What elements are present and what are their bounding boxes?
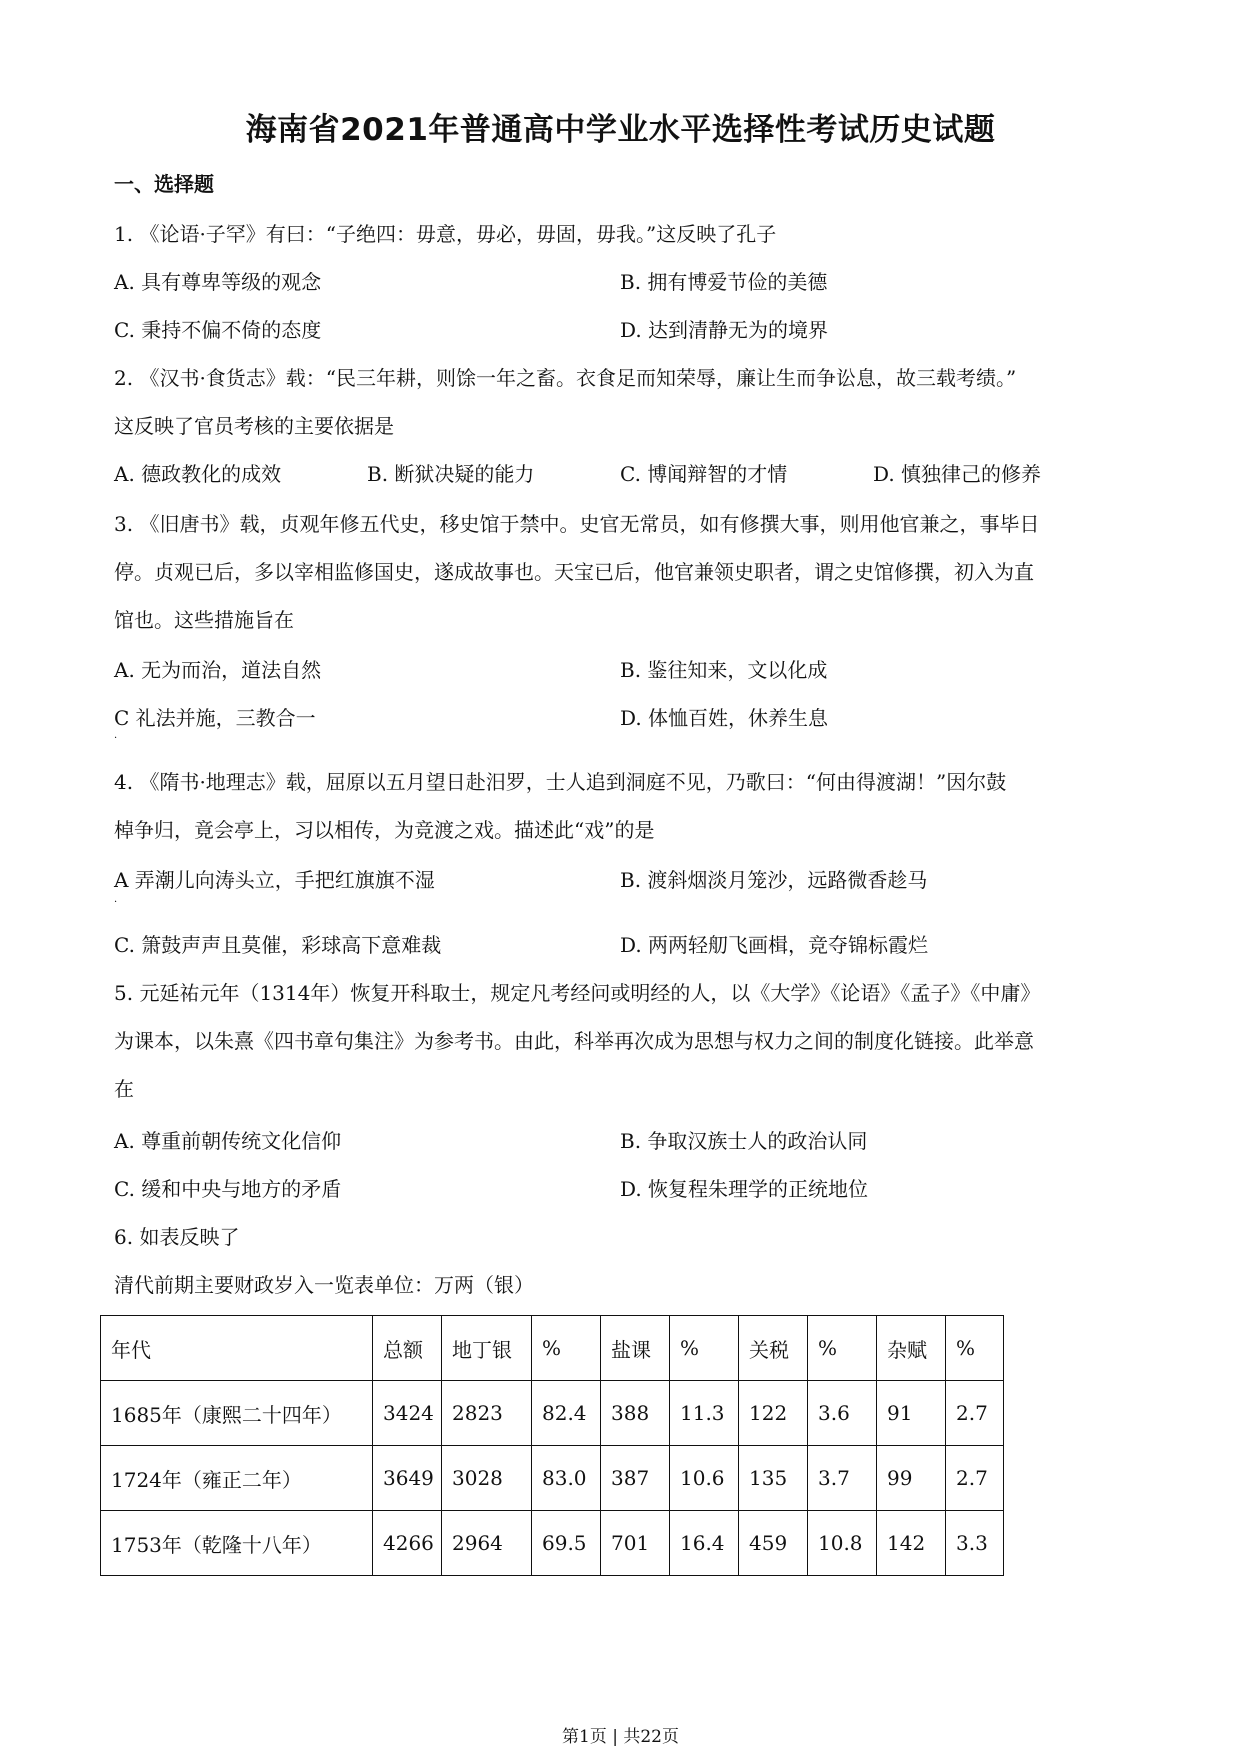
question-6-stem: 6. 如表反映了 [114, 1225, 240, 1249]
table-cell: 1753年（乾隆十八年） [101, 1511, 373, 1576]
table-cell: 387 [601, 1446, 670, 1511]
question-5-option-c: C. 缓和中央与地方的矛盾 [114, 1177, 342, 1201]
question-3-option-b: B. 鉴往知来，文以化成 [620, 658, 828, 682]
table-cell: 11.3 [670, 1381, 739, 1446]
table-cell: 99 [877, 1446, 946, 1511]
question-1-option-d: D. 达到清静无为的境界 [620, 318, 829, 342]
table-cell: 10.8 [808, 1511, 877, 1576]
question-1-option-a: A. 具有尊卑等级的观念 [114, 270, 322, 294]
table-cell: 122 [739, 1381, 808, 1446]
table-cell: 3649 [373, 1446, 442, 1511]
table-header-cell: 关税 [739, 1316, 808, 1381]
question-4-option-b: B. 渡斜烟淡月笼沙，远路微香趁马 [620, 868, 928, 892]
table-header-cell: % [670, 1316, 739, 1381]
table-cell: 459 [739, 1511, 808, 1576]
question-1-stem: 1. 《论语·子罕》有曰：“子绝四：毋意，毋必，毋固，毋我。”这反映了孔子 [114, 222, 777, 246]
question-3-stem-line-2: 停。贞观已后，多以宰相监修国史，遂成故事也。天宝已后，他官兼领史职者，谓之史馆修撰，初入为直 [114, 560, 1034, 584]
question-2-stem-line-1: 2. 《汉书·食货志》载：“民三年耕，则馀一年之畜。衣食足而知荣辱，廉让生而争讼息，故三载考绩。” [114, 366, 1017, 390]
question-4-option-d: D. 两两轻舠飞画楫，竞夺锦标霞烂 [620, 933, 929, 957]
table-header-cell: 年代 [101, 1316, 373, 1381]
question-5-stem-line-2: 为课本，以朱熹《四书章句集注》为参考书。由此，科举再次成为思想与权力之间的制度化链接。此举意 [114, 1029, 1034, 1053]
question-5-option-d: D. 恢复程朱理学的正统地位 [620, 1177, 869, 1201]
table-header-cell: 杂赋 [877, 1316, 946, 1381]
table-cell: 91 [877, 1381, 946, 1446]
question-2-stem-line-2: 这反映了官员考核的主要依据是 [114, 414, 394, 438]
question-3-option-d: D. 体恤百姓，休养生息 [620, 706, 829, 730]
table-cell: 69.5 [532, 1511, 601, 1576]
table-row [101, 1381, 1004, 1446]
question-1-option-b: B. 拥有博爱节俭的美德 [620, 270, 828, 294]
question-5-stem-line-1: 5. 元延祐元年（1314年）恢复开科取士，规定凡考经问或明经的人，以《大学》《论语》《孟子》《中庸》 [114, 981, 1041, 1005]
table-cell: 2.7 [946, 1446, 1004, 1511]
table-cell: 10.6 [670, 1446, 739, 1511]
table-cell: 2.7 [946, 1381, 1004, 1446]
table-cell: 135 [739, 1446, 808, 1511]
question-2-option-a: A. 德政教化的成效 [114, 462, 282, 486]
table-cell: 701 [601, 1511, 670, 1576]
table-header-cell: 总额 [373, 1316, 442, 1381]
table-cell: 142 [877, 1511, 946, 1576]
table-cell: 1724年（雍正二年） [101, 1446, 373, 1511]
stray-dot-mark: · [114, 897, 118, 908]
question-5-option-a: A. 尊重前朝传统文化信仰 [114, 1129, 342, 1153]
table-cell: 3.3 [946, 1511, 1004, 1576]
page-title: 海南省2021年普通高中学业水平选择性考试历史试题 [245, 112, 996, 148]
question-3-stem-line-3: 馆也。这些措施旨在 [114, 608, 294, 632]
table-cell: 3.7 [808, 1446, 877, 1511]
stray-dot-mark: · [114, 733, 118, 744]
fiscal-revenue-table [100, 1315, 1004, 1576]
question-4-stem-line-1: 4. 《隋书·地理志》载，屈原以五月望日赴汨罗，士人追到洞庭不见，乃歌曰：“何由得渡湖！”因尔鼓 [114, 770, 1007, 794]
question-5-option-b: B. 争取汉族士人的政治认同 [620, 1129, 868, 1153]
question-3-option-a: A. 无为而治，道法自然 [114, 658, 322, 682]
table-caption: 清代前期主要财政岁入一览表单位：万两（银） [114, 1273, 534, 1297]
table-cell: 4266 [373, 1511, 442, 1576]
question-5-stem-line-3: 在 [114, 1077, 134, 1101]
section-heading: 一、选择题 [114, 172, 214, 196]
question-3-option-c: C 礼法并施，三教合一 [114, 706, 316, 730]
table-header-row [101, 1316, 1004, 1381]
question-4-option-c: C. 箫鼓声声且莫催，彩球高下意难裁 [114, 933, 442, 957]
question-4-stem-line-2: 棹争归，竟会亭上，习以相传，为竞渡之戏。描述此“戏”的是 [114, 818, 655, 842]
question-3-stem-line-1: 3. 《旧唐书》载，贞观年修五代史，移史馆于禁中。史官无常员，如有修撰大事，则用他官兼之，事毕日 [114, 512, 1040, 536]
table-cell: 1685年（康熙二十四年） [101, 1381, 373, 1446]
table-header-cell: % [946, 1316, 1004, 1381]
table-cell: 3.6 [808, 1381, 877, 1446]
table-row [101, 1446, 1004, 1511]
question-1-option-c: C. 秉持不偏不倚的态度 [114, 318, 322, 342]
question-2-option-d: D. 慎独律己的修养 [873, 462, 1042, 486]
question-2-option-c: C. 博闻辩智的才情 [620, 462, 788, 486]
table-cell: 16.4 [670, 1511, 739, 1576]
table-row [101, 1511, 1004, 1576]
table-header-cell: 地丁银 [442, 1316, 532, 1381]
page-footer: 第1页 | 共22页 [562, 1727, 679, 1747]
table-cell: 82.4 [532, 1381, 601, 1446]
question-4-option-a: A 弄潮儿向涛头立，手把红旗旗不湿 [114, 868, 435, 892]
table-cell: 83.0 [532, 1446, 601, 1511]
table-header-cell: % [808, 1316, 877, 1381]
question-2-option-b: B. 断狱决疑的能力 [367, 462, 535, 486]
table-cell: 2823 [442, 1381, 532, 1446]
table-cell: 3028 [442, 1446, 532, 1511]
table-header-cell: % [532, 1316, 601, 1381]
table-cell: 3424 [373, 1381, 442, 1446]
table-cell: 388 [601, 1381, 670, 1446]
table-cell: 2964 [442, 1511, 532, 1576]
table-header-cell: 盐课 [601, 1316, 670, 1381]
